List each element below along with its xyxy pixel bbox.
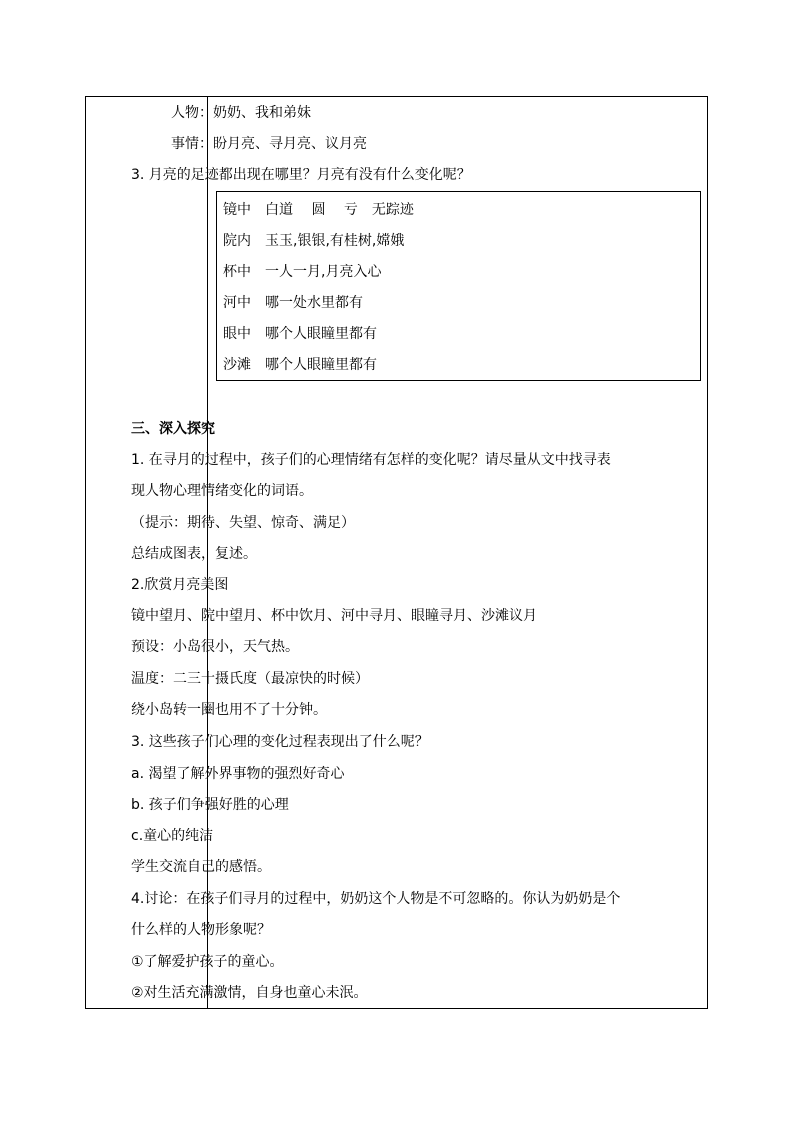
section-3-title: 三、深入探究 xyxy=(131,421,215,437)
s3-question-2: 2.欣赏月亮美图 xyxy=(131,577,229,593)
s3-question-4-line-2: 什么样的人物形象呢？ xyxy=(131,922,271,938)
s3-question-2-list: 镜中望月、院中望月、杯中饮月、河中寻月、眼瞳寻月、沙滩议月 xyxy=(131,608,537,624)
s3-temperature: 温度：二三十摄氏度（最凉快的时候） xyxy=(131,671,369,687)
table-row xyxy=(223,263,381,281)
s3-answer-2: ②对生活充满激情，自身也童心未泯。 xyxy=(131,985,368,1001)
desc-cell: 一人一月,月亮入心 xyxy=(265,264,382,280)
place-cell: 沙滩 xyxy=(223,357,251,373)
desc-cell: 白道 圆 亏 无踪迹 xyxy=(265,202,414,218)
s3-question-1-line-1: 1. 在寻月的过程中，孩子们的心理情绪有怎样的变化呢？请尽量从文中找寻表 xyxy=(131,452,611,468)
events-line: 事情：盼月亮、寻月亮、议月亮 xyxy=(171,136,367,152)
table-row xyxy=(223,232,404,250)
s3-summary: 总结成图表，复述。 xyxy=(131,546,257,562)
s3-question-4-line-1: 4.讨论：在孩子们寻月的过程中，奶奶这个人物是不可忽略的。你认为奶奶是个 xyxy=(131,891,621,907)
s3-answer-b: b. 孩子们争强好胜的心理 xyxy=(131,797,289,813)
table-row xyxy=(223,294,363,312)
desc-cell: 玉玉,银银,有桂树,嫦娥 xyxy=(265,233,405,249)
desc-cell: 哪个人眼瞳里都有 xyxy=(265,357,377,373)
s3-share: 学生交流自己的感悟。 xyxy=(131,859,271,875)
people-line: 人物：奶奶、我和弟妹 xyxy=(171,105,311,121)
table-row xyxy=(223,356,377,374)
s3-preset: 预设：小岛很小，天气热。 xyxy=(131,639,299,655)
table-row xyxy=(223,325,377,343)
place-cell: 杯中 xyxy=(223,264,251,280)
s3-question-3: 3. 这些孩子们心理的变化过程表现出了什么呢？ xyxy=(131,734,429,750)
desc-cell: 哪个人眼瞳里都有 xyxy=(265,326,377,342)
s3-answer-c: c.童心的纯洁 xyxy=(131,828,214,844)
s3-island: 绕小岛转一圈也用不了十分钟。 xyxy=(131,702,327,718)
s3-answer-1: ①了解爱护孩子的童心。 xyxy=(131,954,284,970)
question-3: 3. 月亮的足迹都出现在哪里？月亮有没有什么变化呢？ xyxy=(131,167,471,183)
place-cell: 眼中 xyxy=(223,326,251,342)
place-cell: 镜中 xyxy=(223,202,251,218)
moon-trace-table xyxy=(216,191,701,381)
table-row xyxy=(223,201,414,219)
desc-cell: 哪一处水里都有 xyxy=(265,295,363,311)
s3-question-1-line-2: 现人物心理情绪变化的词语。 xyxy=(131,483,313,499)
place-cell: 河中 xyxy=(223,295,251,311)
s3-answer-a: a. 渴望了解外界事物的强烈好奇心 xyxy=(131,766,345,782)
place-cell: 院内 xyxy=(223,233,251,249)
s3-hint: （提示：期待、失望、惊奇、满足） xyxy=(131,515,355,531)
